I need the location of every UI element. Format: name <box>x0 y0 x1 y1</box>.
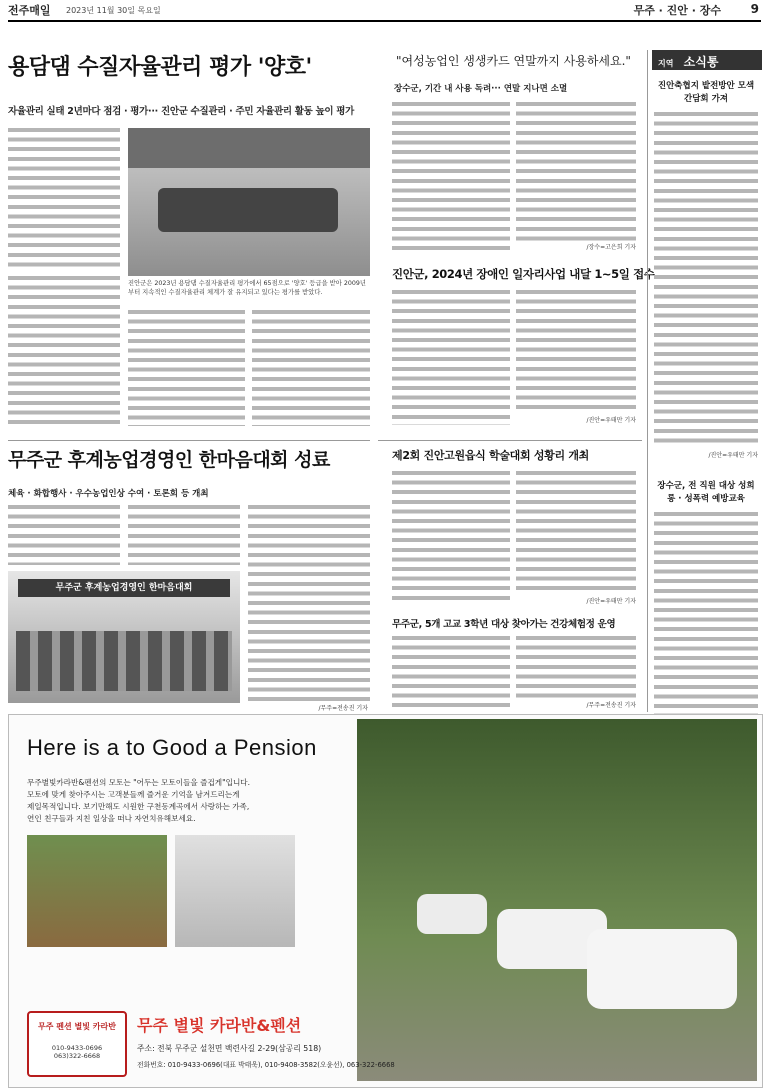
pension-advertisement <box>8 714 763 1088</box>
cardiac-article-body-2 <box>516 636 636 700</box>
cardiac-article-body-1 <box>392 636 510 710</box>
academic-article-credit: /진안=우태만 기자 <box>586 598 636 605</box>
sidebar-title: 소식통 <box>683 55 719 69</box>
sidebar-item1-body <box>654 112 758 448</box>
right-article-body-2 <box>516 102 636 242</box>
page-number: 9 <box>750 2 759 16</box>
sidebar-item2-body <box>654 512 758 748</box>
academic-article-body-1 <box>392 471 510 601</box>
sidebar-item1-credit: /진안=우태만 기자 <box>708 452 758 459</box>
disability-article-body-1 <box>392 290 510 425</box>
main-article-body-1 <box>8 128 120 268</box>
sidebar-item2-title: 장수군, 전 직원 대상 성희롱 · 성폭력 예방교육 <box>657 481 755 504</box>
main-article-subtitle: 자율관리 실태 2년마다 점검 · 평가··· 진안군 수질관리 · 주민 자율관리 활동 높이 평가 <box>8 106 355 117</box>
main-article-body-3 <box>128 310 245 426</box>
sidebar-header <box>652 50 762 70</box>
section-name: 무주 · 진안 · 장수 <box>633 4 721 17</box>
cardiac-article <box>378 612 642 712</box>
sidebar-item1-title: 진안축협지 밭전방안 모색 간담회 가져 <box>657 81 755 104</box>
farmers-article-subtitle: 체육 · 화합행사 · 우수농업인상 수여 · 토론회 등 개최 <box>8 489 209 499</box>
ad-address: 주소: 전북 무주군 설천면 백련사길 2-29(삼공리 518) <box>137 1044 322 1053</box>
farmers-article-credit: /무주=전송진 기자 <box>318 705 368 712</box>
main-article-body-2 <box>8 276 120 426</box>
farmers-article <box>8 440 370 713</box>
ad-intro-line4: 연인 친구들과 지친 일상을 떠나 자연치유해보세요. <box>27 814 196 823</box>
farmers-article-body-1 <box>8 505 120 565</box>
right-article-credit: /장수=고은희 기자 <box>586 244 636 251</box>
farmers-article-body-2 <box>128 505 240 565</box>
ad-phone: 전화번호: 010-9433-0696(대표 박태욱), 010-9408-3582(오윤선), 063-322-6668 <box>137 1061 395 1069</box>
ad-headline: Here is a to Good a Pension <box>27 735 317 760</box>
academic-article-title: 제2회 진안고원읍식 학술대회 성황리 개최 <box>392 449 590 462</box>
ad-intro-line2: 모토에 맞게 찾아주시는 고객분들께 즐거운 기억을 남겨드리는게 <box>27 790 240 799</box>
right-article-quote: "여성농업인 생생카드 연말까지 사용하세요." <box>396 54 631 68</box>
disability-article <box>378 258 655 438</box>
disability-article-credit: /진안=우태만 기자 <box>586 417 636 424</box>
ad-photo-deck <box>27 835 167 947</box>
ad-intro <box>27 777 357 825</box>
disability-article-title: 진안군, 2024년 장애인 일자리사업 내달 1~5일 접수 <box>392 267 655 281</box>
academic-article <box>378 440 642 611</box>
cardiac-article-title: 무주군, 5개 고교 3학년 대상 찾아가는 건강체험정 운영 <box>392 619 616 630</box>
ad-intro-line3: 제일목적입니다. 보기만해도 시원한 구천동계곡에서 사랑하는 가족, <box>27 802 250 811</box>
page-header <box>8 2 761 22</box>
ad-name: 무주 별빛 카라반&펜션 <box>137 1016 302 1035</box>
issue-date: 2023년 11월 30일 목요일 <box>66 6 161 15</box>
main-article-title: 용담댐 수질자율관리 평가 '양호' <box>8 55 312 80</box>
ad-photo-caravans <box>357 719 757 1081</box>
ad-sign-text: 무주 펜션 별빛 카라반 <box>38 1022 116 1031</box>
ad-sign-phone2: 063)322-6668 <box>53 1052 101 1060</box>
ad-intro-line1: 무주별빛카라반&펜션의 모토는 "어두는 모토이들을 즐겁게"입니다. <box>27 778 251 787</box>
farmers-article-photo <box>8 571 240 703</box>
right-article-subtitle: 장수군, 기간 내 사용 독려··· 연말 지나면 소멸 <box>394 84 568 94</box>
news-sidebar <box>647 50 762 712</box>
main-article-photo-caption: 진안군은 2023년 용담댐 수질자율관리 평가에서 65점으로 '양호' 등급을 받아 2009년부터 지속적인 수질자율관리 체계가 잘 유지되고 있다는 평가를 받았다. <box>128 280 366 296</box>
main-article <box>8 28 370 428</box>
farmers-banner: 무주군 후계농업경영인 한마음대회 <box>18 579 230 597</box>
farmers-article-body-3 <box>248 505 370 705</box>
ad-sign-phone1: 010-9433-0696 <box>51 1044 103 1052</box>
ad-sign <box>27 1011 127 1077</box>
ad-photo-interior <box>175 835 295 947</box>
sidebar-label: 지역 <box>658 59 674 68</box>
farmers-article-title: 무주군 후계농업경영인 한마음대회 성료 <box>8 449 330 471</box>
cardiac-article-credit: /무주=전송진 기자 <box>586 702 636 709</box>
right-article-body-1 <box>392 102 510 252</box>
main-article-body-4 <box>252 310 370 426</box>
disability-article-body-2 <box>516 290 636 415</box>
right-article <box>378 28 642 253</box>
academic-article-body-2 <box>516 471 636 596</box>
newspaper-logo: 전주매일 <box>8 4 51 17</box>
main-article-photo <box>128 128 370 276</box>
